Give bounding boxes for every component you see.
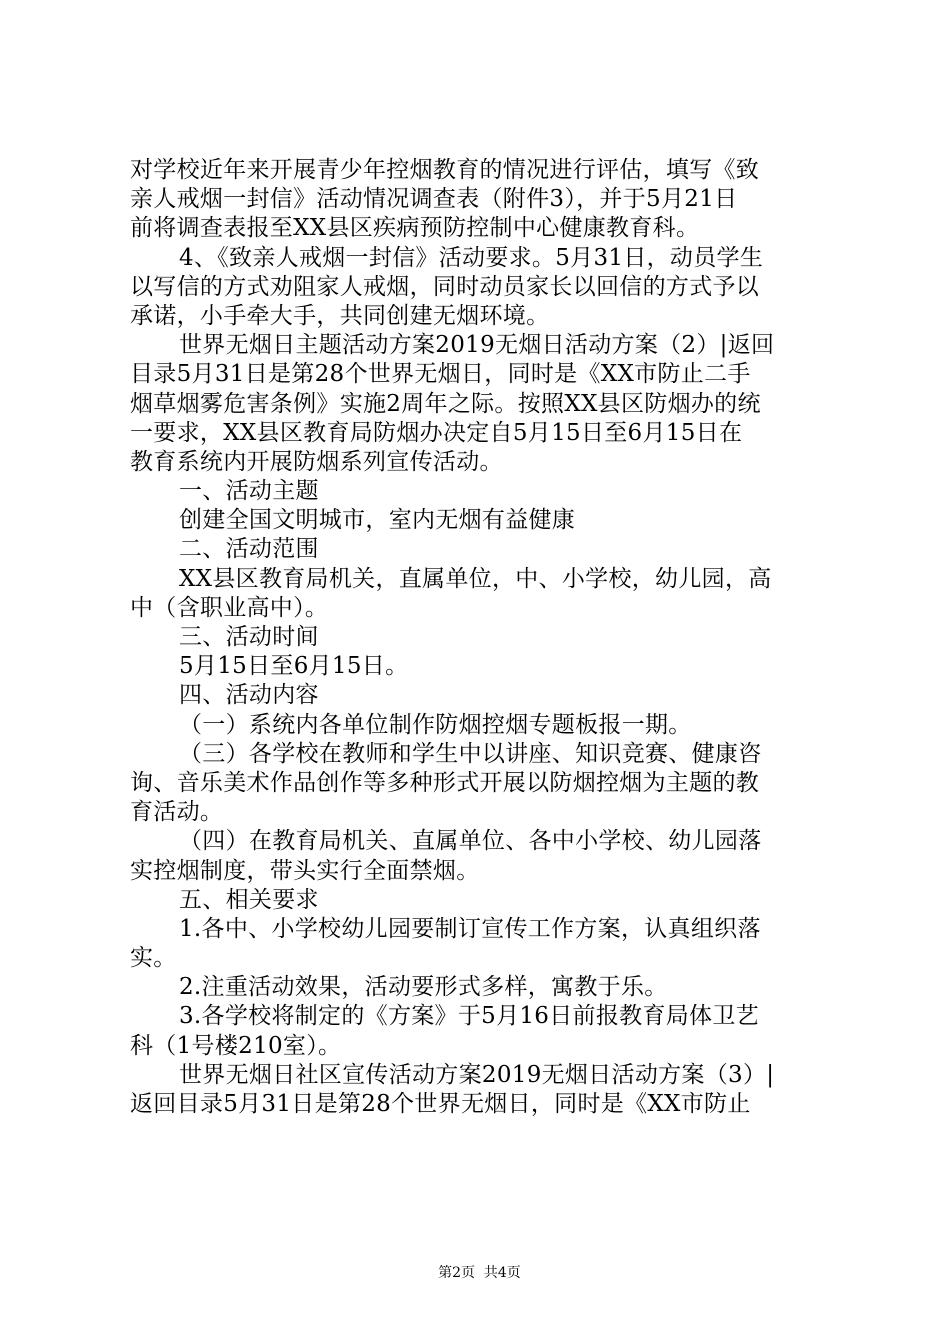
text-line: 对学校近年来开展青少年控烟教育的情况进行评估，填写《致 <box>130 157 760 183</box>
text-line: 承诺，小手牵大手，共同创建无烟环境。 <box>130 302 550 329</box>
document-body <box>130 156 830 1119</box>
text-line: 四、活动内容 <box>179 682 319 709</box>
text-line: 教育系统内开展防烟系列宣传活动。 <box>130 448 503 475</box>
text-line: 返回目录5月31日是第28个世界无烟日，同时是《XX市防止 <box>130 1091 751 1117</box>
text-line: 目录5月31日是第28个世界无烟日，同时是《XX市防止二手 <box>130 361 751 388</box>
text-line: 烟草烟雾危害条例》实施2周年之际。按照XX县区防烟办的统 <box>130 390 761 417</box>
text-line: 一、活动主题 <box>179 478 319 505</box>
text-line: 三、活动时间 <box>179 624 319 650</box>
text-line: 3.各学校将制定的《方案》于5月16日前报教育局体卫艺 <box>179 1003 759 1030</box>
text-line: 实控烟制度，带头实行全面禁烟。 <box>130 857 480 884</box>
text-line: 4、《致亲人戒烟一封信》活动要求。5月31日，动员学生 <box>179 244 764 271</box>
text-line: 二、活动范围 <box>179 536 319 563</box>
text-line: （四）在教育局机关、直属单位、各中小学校、幼儿园落 <box>179 828 762 855</box>
text-line: 以写信的方式劝阻家人戒烟，同时动员家长以回信的方式予以 <box>130 273 760 300</box>
text-line: （三）各学校在教师和学生中以讲座、知识竞赛、健康咨 <box>179 740 762 767</box>
text-line: 一要求，XX县区教育局防烟办决定自5月15日至6月15日在 <box>130 419 743 446</box>
text-line: 科（1号楼210室）。 <box>130 1032 342 1059</box>
text-line: 创建全国文明城市，室内无烟有益健康 <box>179 507 576 534</box>
text-line: 前将调查表报至XX县区疾病预防控制中心健康教育科。 <box>130 215 700 242</box>
page-number-label: 第2页 共4页 <box>438 1265 521 1281</box>
text-line: XX县区教育局机关，直属单位，中、小学校，幼儿园，高 <box>179 565 772 592</box>
text-line: 询、音乐美术作品创作等多种形式开展以防烟控烟为主题的教 <box>130 769 760 796</box>
text-line: 世界无烟日社区宣传活动方案2019无烟日活动方案（3）| <box>179 1061 775 1088</box>
page-footer <box>0 1243 950 1283</box>
text-line: 实。 <box>130 945 177 972</box>
text-line: 1.各中、小学校幼儿园要制订宣传工作方案，认真组织落 <box>179 915 761 942</box>
text-line: 2.注重活动效果，活动要形式多样，寓教于乐。 <box>179 974 668 1001</box>
text-line: 世界无烟日主题活动方案2019无烟日活动方案（2）|返回 <box>179 332 775 359</box>
text-line: （一）系统内各单位制作防烟控烟专题板报一期。 <box>179 711 692 738</box>
text-line: 亲人戒烟一封信》活动情况调查表（附件3），并于5月21日 <box>130 186 738 213</box>
paragraph-lines <box>130 156 830 1119</box>
text-line: 中（含职业高中）。 <box>130 594 329 621</box>
text-line: 育活动。 <box>130 799 224 826</box>
text-line: 五、相关要求 <box>179 886 319 913</box>
text-line: 5月15日至6月15日。 <box>179 653 409 680</box>
